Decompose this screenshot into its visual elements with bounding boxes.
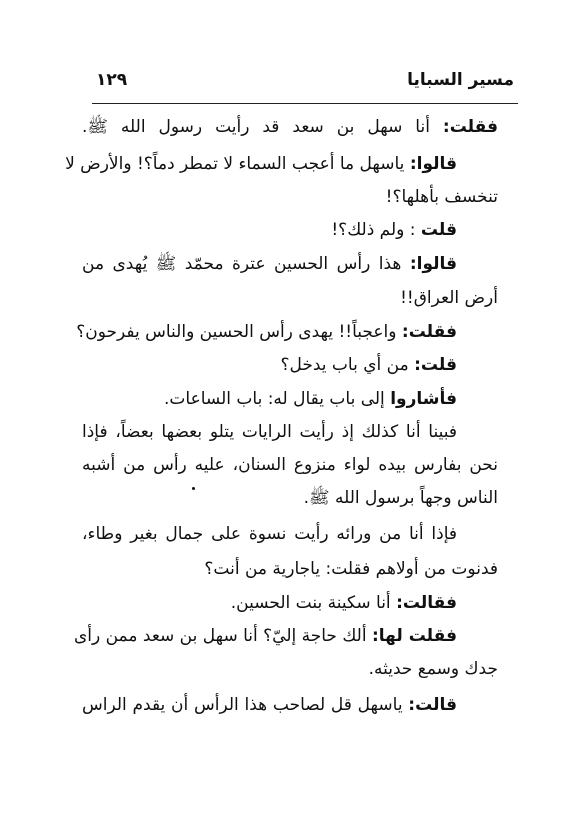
line-text: جدك وسمع حديثه.: [368, 659, 498, 679]
text-line: [76, 321, 457, 343]
text-line: [82, 253, 457, 275]
speaker-label: فأشاروا: [390, 389, 457, 409]
speaker-label: قلت: [420, 220, 457, 240]
page-number: ١٢٩: [96, 70, 128, 90]
text-line: [82, 116, 498, 138]
speaker-label: فقلت:: [401, 322, 457, 342]
line-text: تنخسف بأهلها؟!: [385, 187, 498, 207]
speaker-label: فقلت لها:: [371, 626, 457, 646]
text-line: [82, 421, 457, 443]
line-text: أرض العراق!!: [400, 288, 498, 308]
speaker-label: قالت:: [408, 695, 457, 715]
speaker-label: قالوا:: [409, 154, 457, 174]
line-text: الناس وجهاً برسول الله ﷺ.: [303, 488, 498, 508]
text-line: [304, 487, 498, 509]
text-line: [65, 153, 457, 175]
text-line: [82, 454, 498, 476]
line-text: أنا سكينة بنت الحسين.: [230, 593, 397, 613]
line-text: هذا رأس الحسين عترة محمّد ﷺ يُهدى من: [82, 254, 410, 274]
text-line: [280, 354, 457, 376]
line-text: ياسهل قل لصاحب هذا الرأس أن يقدم الراس: [82, 695, 409, 715]
ink-speck: [192, 487, 195, 490]
text-line: [386, 186, 498, 208]
line-text: إلى باب يقال له: باب الساعات.: [164, 389, 391, 409]
line-text: : ولم ذلك؟!: [331, 220, 421, 240]
line-text: واعجباً!! يهدى رأس الحسين والناس يفرحون؟: [76, 322, 402, 342]
text-line: [82, 523, 457, 545]
line-text: من أي باب يدخل؟: [280, 355, 415, 375]
speaker-label: فقالت:: [396, 593, 457, 613]
line-text: ياسهل ما أعجب السماء لا تمطر دماً؟! والأرض لا: [65, 154, 410, 174]
running-title: مسير السبايا: [407, 70, 514, 90]
line-text: فإذا أنا من ورائه رأيت نسوة على جمال بغير وطاء،: [82, 524, 457, 544]
line-text: نحن بفارس بيده لواء منزوع السنان، عليه رأس من أشبه: [82, 455, 498, 475]
text-line: [164, 388, 457, 410]
text-line: [82, 694, 457, 716]
line-text: أنا سهل بن سعد قد رأيت رسول الله ﷺ.: [82, 117, 443, 137]
speaker-label: قالوا:: [409, 254, 457, 274]
speaker-label: فقلت:: [442, 117, 498, 137]
text-line: [73, 625, 457, 647]
speaker-label: قلت:: [414, 355, 457, 375]
text-line: [204, 558, 498, 580]
line-text: ألك حاجة إليّ؟ أنا سهل بن سعد ممن رأى: [73, 626, 372, 646]
text-line: [331, 219, 457, 241]
line-text: فدنوت من أولاهم فقلت: ياجارية من أنت؟: [204, 559, 498, 579]
line-text: فبينا أنا كذلك إذ رأيت الرايات يتلو بعضها بعضاً، فإذا: [82, 422, 457, 442]
text-line: [400, 287, 498, 309]
text-line: [369, 658, 498, 680]
text-line: [231, 592, 457, 614]
